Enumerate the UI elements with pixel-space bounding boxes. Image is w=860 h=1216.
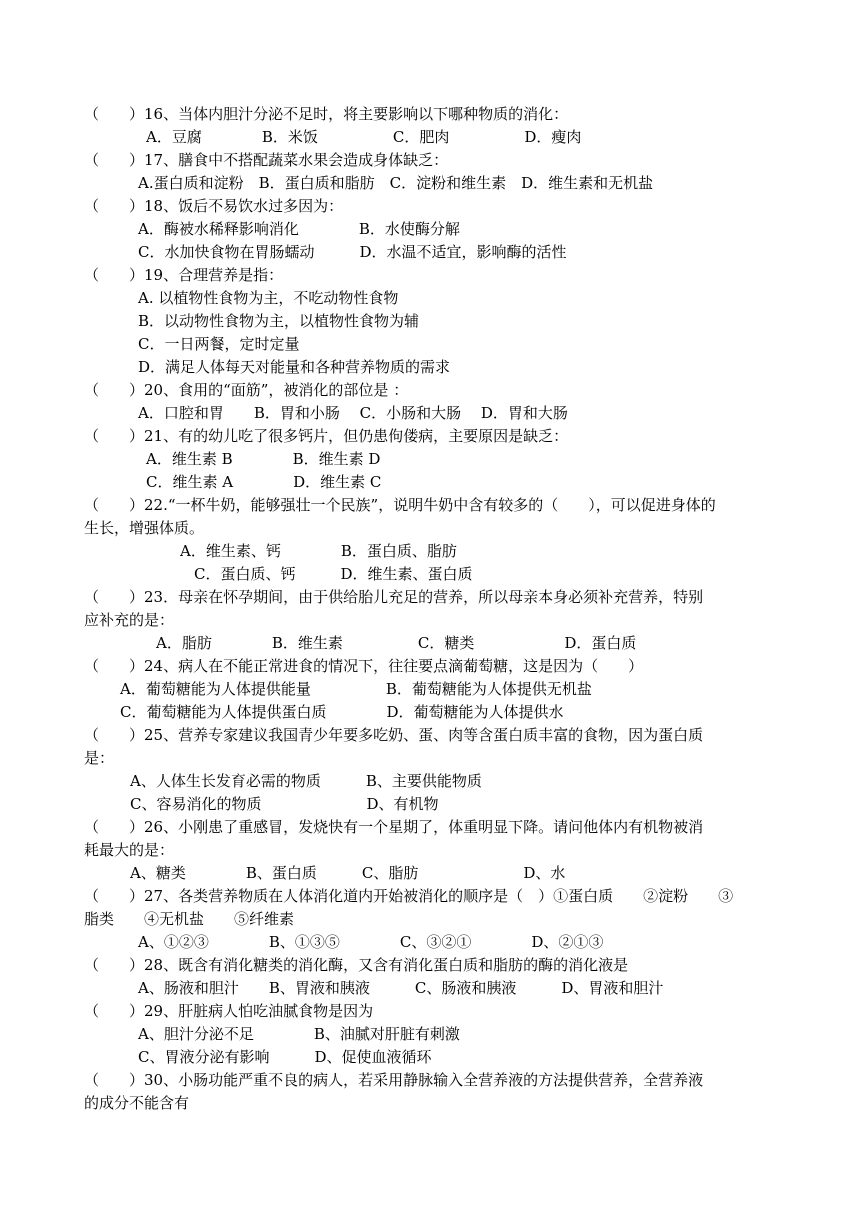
question-24: （ ）24、病人在不能正常进食的情况下，往往要点滴葡萄糖，这是因为（ ） — [84, 657, 644, 675]
q29-options-ab: A、胆汁分泌不足 B、油腻对肝脏有刺激 — [138, 1025, 460, 1043]
question-19: （ ）19、合理营养是指： — [84, 266, 284, 284]
q25-options-ab: A、人体生长发育必需的物质 B、主要供能物质 — [130, 772, 482, 790]
q17-options: A.蛋白质和淀粉 B．蛋白质和脂肪 C．淀粉和维生素 D．维生素和无机盐 — [138, 174, 654, 192]
q24-options-ab: A．葡萄糖能为人体提供能量 B．葡萄糖能为人体提供无机盐 — [120, 680, 592, 698]
q19-option-c: C．一日两餐，定时定量 — [138, 335, 300, 353]
q22-options-ab: A．维生素、钙 B．蛋白质、脂肪 — [180, 542, 457, 560]
question-28: （ ）28、既含有消化糖类的消化酶，又含有消化蛋白质和脂肪的酶的消化液是 — [84, 956, 629, 974]
question-30-cont: 的成分不能含有 — [84, 1094, 190, 1112]
question-27: （ ）27、各类营养物质在人体消化道内开始被消化的顺序是（ ）①蛋白质 ②淀粉 ③ — [84, 887, 734, 905]
q22-options-cd: C．蛋白质、钙 D．维生素、蛋白质 — [194, 565, 473, 583]
question-26-cont: 耗最大的是： — [84, 841, 175, 859]
question-23-cont: 应补充的是： — [84, 611, 175, 629]
question-25-cont: 是： — [84, 749, 115, 767]
question-18: （ ）18、饭后不易饮水过多因为： — [84, 197, 344, 215]
q27-options: A、①②③ B、①③⑤ C、③②① D、②①③ — [138, 933, 604, 951]
q25-options-cd: C、容易消化的物质 D、有机物 — [130, 795, 439, 813]
q21-options-cd: C．维生素 A D．维生素 C — [146, 473, 382, 491]
question-20: （ ）20、食用的“面筋”，被消化的部位是 ： — [84, 381, 409, 399]
question-22-cont: 生长，增强体质。 — [84, 519, 205, 537]
question-23: （ ）23．母亲在怀孕期间，由于供给胎儿充足的营养，所以母亲本身必须补充营养，特别 — [84, 588, 704, 606]
q23-options: A．脂肪 B．维生素 C．糖类 D．蛋白质 — [156, 634, 637, 652]
question-30: （ ）30、小肠功能严重不良的病人，若采用静脉输入全营养液的方法提供营养，全营养液 — [84, 1071, 704, 1089]
q26-options: A、糖类 B、蛋白质 C、脂肪 D、水 — [130, 864, 566, 882]
question-29: （ ）29、肝脏病人怕吃油腻食物是因为 — [84, 1002, 374, 1020]
question-21: （ ）21、有的幼儿吃了很多钙片，但仍患佝偻病，主要原因是缺乏： — [84, 427, 569, 445]
q20-options: A．口腔和胃 B．胃和小肠 C．小肠和大肠 D．胃和大肠 — [138, 404, 568, 422]
q18-options-ab: A．酶被水稀释影响消化 B．水使酶分解 — [138, 220, 460, 238]
q28-options: A、肠液和胆汁 B、胃液和胰液 C、肠液和胰液 D、胃液和胆汁 — [138, 979, 664, 997]
q24-options-cd: C．葡萄糖能为人体提供蛋白质 D．葡萄糖能为人体提供水 — [120, 703, 564, 721]
q19-option-a: A. 以植物性食物为主，不吃动物性食物 — [138, 289, 399, 307]
q19-option-d: D．满足人体每天对能量和各种营养物质的需求 — [138, 358, 451, 376]
q19-option-b: B．以动物性食物为主，以植物性食物为辅 — [138, 312, 420, 330]
question-27-cont: 脂类 ④无机盐 ⑤纤维素 — [84, 910, 295, 928]
q29-options-cd: C、胃液分泌有影响 D、促使血液循环 — [138, 1048, 432, 1066]
q16-options: A．豆腐 B．米饭 C．肥肉 D．瘦肉 — [146, 128, 582, 146]
q18-options-cd: C．水加快食物在胃肠蠕动 D．水温不适宜，影响酶的活性 — [138, 243, 567, 261]
question-22: （ ）22.“一杯牛奶，能够强壮一个民族”，说明牛奶中含有较多的（ ），可以促进身体的 — [84, 496, 716, 514]
question-26: （ ）26、小刚患了重感冒，发烧快有一个星期了，体重明显下降。请问他体内有机物被消 — [84, 818, 704, 836]
q21-options-ab: A．维生素 B B．维生素 D — [146, 450, 381, 468]
question-16: （ ）16、当体内胆汁分泌不足时，将主要影响以下哪种物质的消化： — [84, 105, 569, 123]
question-17: （ ）17、膳食中不搭配蔬菜水果会造成身体缺乏： — [84, 151, 449, 169]
question-25: （ ）25、营养专家建议我国青少年要多吃奶、蛋、肉等含蛋白质丰富的食物，因为蛋白质 — [84, 726, 704, 744]
